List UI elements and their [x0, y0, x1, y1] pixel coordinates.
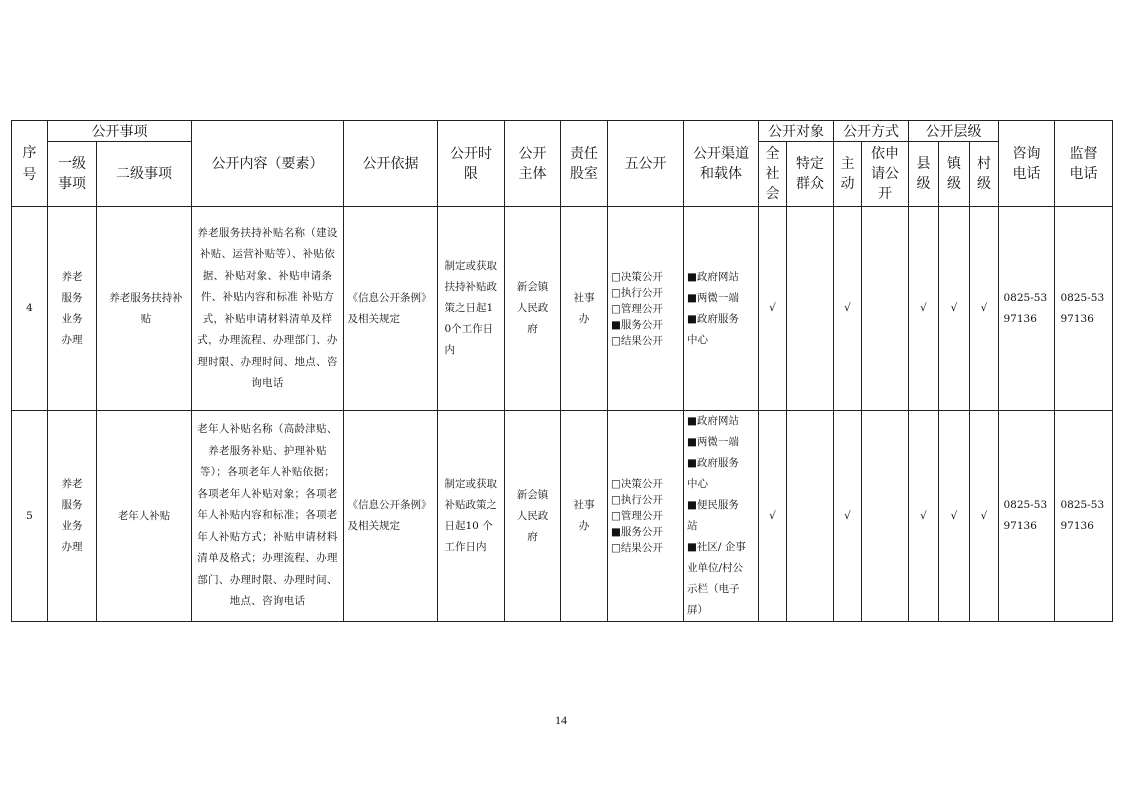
row-subject [505, 411, 561, 622]
row-channel [684, 411, 759, 622]
row-five [608, 411, 684, 622]
five-item: □决策公开 [611, 478, 663, 490]
table-row [12, 207, 1113, 411]
header-level2: 二级事项 [97, 142, 192, 207]
header-supervise-phone [1055, 121, 1113, 207]
header-content: 公开内容（要素） [192, 121, 344, 207]
header-row-top [12, 121, 1113, 142]
header-target-all-text: 全社会 [765, 146, 780, 202]
header-target-all [759, 142, 787, 207]
row-content: 养老服务扶持补贴名称（建设补贴、运营补贴等）、补贴依据、补贴对象、补贴申请条件、补贴内容和标准 补贴方式，补贴申请材料清单及样式，办理流程、办理部门、办理时限、办理时间、地点、咨询电话 [192, 207, 344, 411]
row-target-all: √ [759, 411, 787, 622]
row-basis-text: 《信息公开条例》及相关规定 [347, 499, 432, 532]
row-level1-text: 养老服务业务办理 [61, 270, 83, 346]
row-office [561, 207, 608, 411]
row-consult-phone [999, 207, 1055, 411]
header-target-specific [787, 142, 834, 207]
channel-item: ■两微一端 [687, 291, 739, 304]
channel-item: ■两微一端 [687, 436, 739, 448]
row-town: √ [939, 411, 970, 622]
header-five: 五公开 [608, 121, 684, 207]
header-supervise-phone-text: 监督电话 [1069, 145, 1098, 182]
header-mode-apply [862, 142, 909, 207]
row-supervise-phone-text: 0825-5397136 [1060, 499, 1105, 532]
header-town [939, 142, 970, 207]
row-seq: 5 [12, 411, 48, 622]
row-consult-phone [999, 411, 1055, 622]
row-consult-phone-text: 0825-5397136 [1003, 499, 1048, 532]
row-target-specific [787, 411, 834, 622]
channel-item: ■政府服务中心 [687, 457, 739, 490]
header-consult-phone [999, 121, 1055, 207]
row-office-text: 社事办 [573, 499, 595, 532]
row-town: √ [939, 207, 970, 411]
row-mode-apply [862, 411, 909, 622]
row-subject-text: 新会镇人民政府 [516, 488, 549, 543]
five-item: □执行公开 [611, 286, 663, 299]
row-content: 老年人补贴名称（高龄津贴、养老服务补贴、护理补贴等）；各项老年人补贴依据；各项老年人补贴对象；各项老年人补贴内容和标准；各项老年人补贴方式；补贴申请材料清单及格式；办理流程、办理部门、办理时限、办理时间、地点、咨询电话 [192, 411, 344, 622]
row-seq: 4 [12, 207, 48, 411]
row-office-text: 社事办 [573, 291, 595, 325]
header-seq [12, 121, 48, 207]
header-subject [505, 121, 561, 207]
channel-item: ■便民服务站 [687, 499, 739, 532]
row-level2-text: 养老服务扶持补贴 [109, 291, 183, 325]
header-office [561, 121, 608, 207]
row-five [608, 207, 684, 411]
row-target-all: √ [759, 207, 787, 411]
disclosure-table [11, 120, 1113, 622]
row-village: √ [970, 411, 999, 622]
header-time-limit [438, 121, 505, 207]
row-consult-phone-text: 0825-5397136 [1003, 291, 1048, 325]
row-level1 [48, 411, 97, 622]
row-basis [344, 207, 438, 411]
row-time-limit [438, 207, 505, 411]
header-items-group: 公开事项 [48, 121, 192, 142]
header-time-limit-text: 公开时限 [450, 145, 492, 182]
row-mode-apply [862, 207, 909, 411]
page-number: 14 [555, 713, 567, 727]
row-county: √ [909, 207, 939, 411]
header-subject-text: 公开主体 [518, 145, 547, 182]
row-time-limit-text: 制定或获取扶持补贴政策之日起10个工作日内 [444, 260, 497, 356]
row-time-limit-text: 制定或获取补贴政策之日起10 个 工作日内 [444, 478, 497, 553]
five-item: □结果公开 [611, 334, 663, 347]
table-row [12, 411, 1113, 622]
header-mode-apply-text: 依申请公开 [871, 146, 899, 202]
header-county [909, 142, 939, 207]
header-channel-text: 公开渠道和载体 [693, 145, 749, 182]
header-town-text: 镇级 [947, 156, 961, 192]
row-level1 [48, 207, 97, 411]
header-channel [684, 121, 759, 207]
row-basis [344, 411, 438, 622]
row-mode-active: √ [834, 207, 862, 411]
row-office [561, 411, 608, 622]
channel-item: ■政府服务中心 [687, 312, 739, 346]
row-village: √ [970, 207, 999, 411]
header-level1-text: 一级事项 [58, 156, 86, 192]
header-mode-active [834, 142, 862, 207]
header-basis: 公开依据 [344, 121, 438, 207]
row-level2: 老年人补贴 [97, 411, 192, 622]
channel-item: ■社区/ 企事业单位/村公示栏（电子屏） [687, 541, 746, 616]
row-county: √ [909, 411, 939, 622]
header-mode-active-text: 主动 [840, 156, 855, 192]
header-mode-group: 公开方式 [834, 121, 909, 142]
header-village-text: 村级 [977, 156, 991, 192]
header-village [970, 142, 999, 207]
row-subject-text: 新会镇人民政府 [516, 281, 549, 335]
row-level1-text: 养老服务业务办理 [61, 478, 83, 553]
header-level1 [48, 142, 97, 207]
header-target-specific-text: 特定群众 [796, 156, 824, 192]
header-target-group: 公开对象 [759, 121, 834, 142]
header-seq-text: 序号 [22, 144, 37, 183]
header-office-text: 责任股室 [570, 145, 598, 182]
header-county-text: 县级 [916, 156, 931, 192]
row-level2 [97, 207, 192, 411]
five-item: □结果公开 [611, 542, 663, 554]
row-target-specific [787, 207, 834, 411]
row-subject [505, 207, 561, 411]
channel-item: ■政府网站 [687, 415, 739, 427]
five-item: ■服务公开 [611, 318, 663, 331]
five-item: □执行公开 [611, 494, 663, 506]
five-item: □决策公开 [611, 270, 663, 283]
row-supervise-phone [1055, 207, 1113, 411]
row-supervise-phone-text: 0825-5397136 [1060, 291, 1105, 325]
row-mode-active: √ [834, 411, 862, 622]
five-item: □管理公开 [611, 302, 663, 315]
row-time-limit [438, 411, 505, 622]
row-channel [684, 207, 759, 411]
row-supervise-phone [1055, 411, 1113, 622]
channel-item: ■政府网站 [687, 270, 739, 283]
row-basis-text: 《信息公开条例》及相关规定 [347, 291, 432, 325]
header-level-group: 公开层级 [909, 121, 999, 142]
five-item: □管理公开 [611, 510, 663, 522]
five-item: ■服务公开 [611, 526, 663, 538]
header-consult-phone-text: 咨询电话 [1012, 145, 1041, 182]
